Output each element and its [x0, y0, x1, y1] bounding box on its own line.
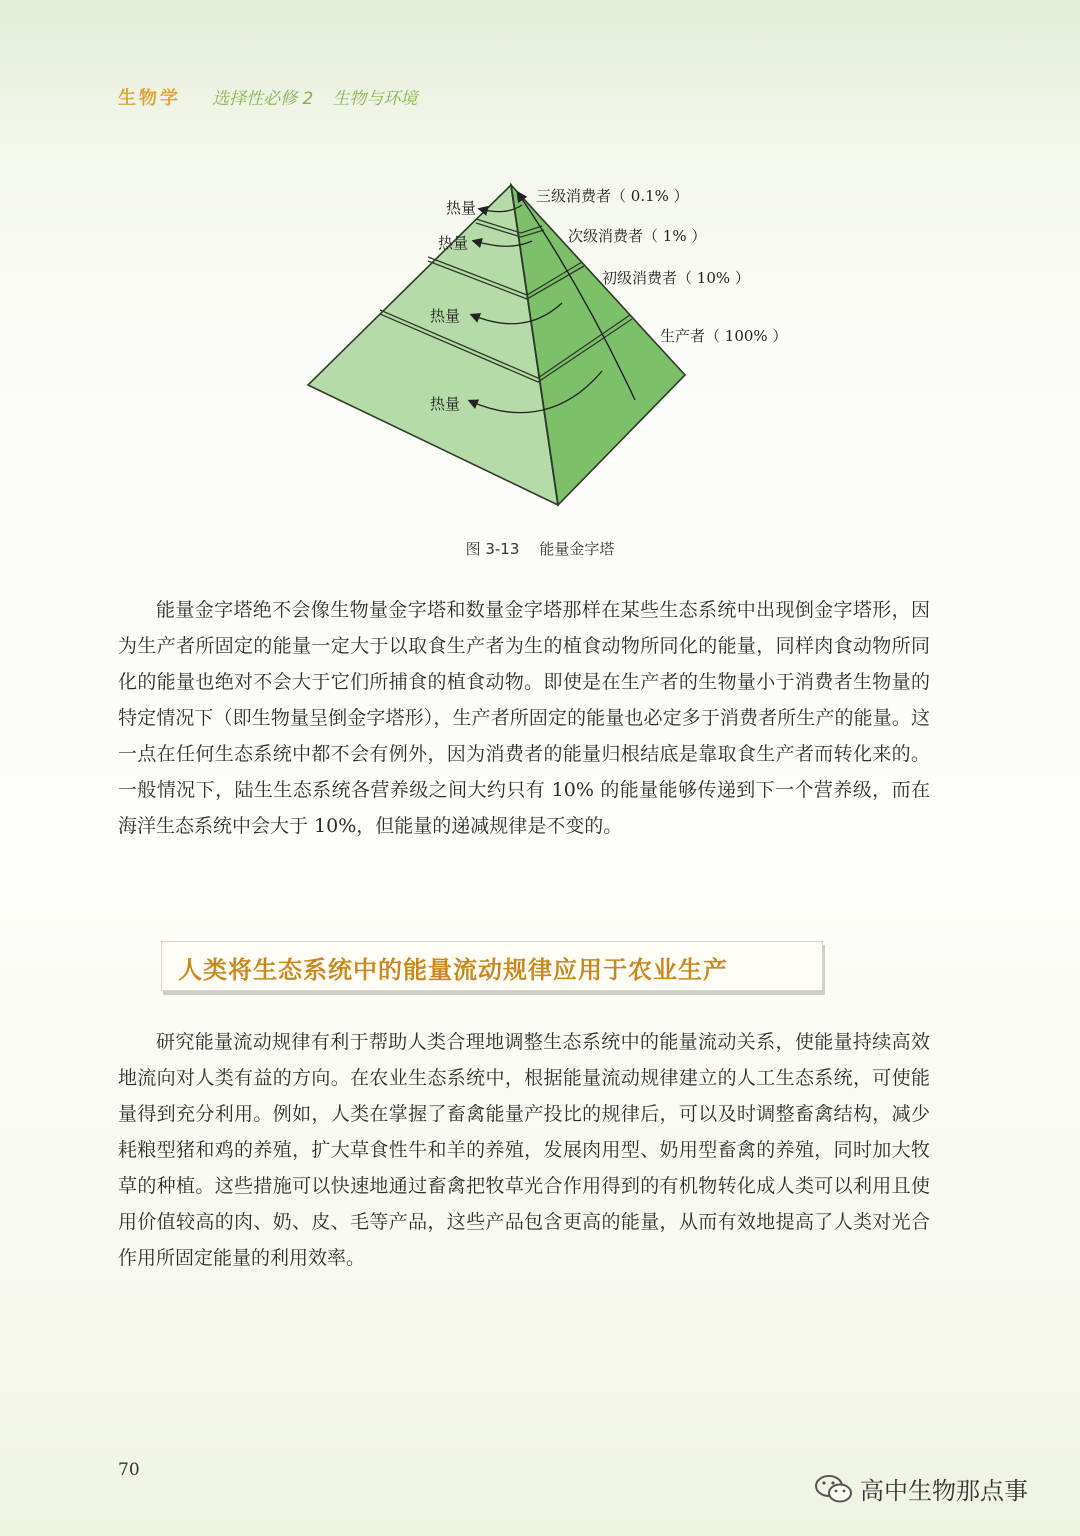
- heat-label-2: 热量: [438, 234, 469, 252]
- level-label-primary: 初级消费者（ 10% ）: [602, 269, 750, 287]
- level-label-secondary: 次级消费者（ 1% ）: [568, 227, 707, 245]
- watermark-text: 高中生物那点事: [860, 1477, 1028, 1505]
- section-heading-box: [161, 941, 823, 991]
- paragraph-energy-pyramid: 能量金字塔绝不会像生物量金字塔和数量金字塔那样在某些生态系统中出现倒金字塔形，因为生产者所固定的能量一定大于以取食生产者为生的植食动物所同化的能量，同样肉食动物所同化的能量也绝对不会大于它们所捕食的植食动物。即使是在生产者的生物量小于消费者生物量的特定情况下（即生物量呈倒金字塔形），生产者所固定的能量也必定多于消费者所生产的能量。这一点在任何生态系统中都不会有例外，因为消费者的能量归根结底是靠取食生产者而转化来的。一般情况下，陆生生态系统各营养级之间大约只有 10% 的能量能够传递到下一个营养级，而在海洋生态系统中会大于 10%，但能量的递减规律是不变的。: [118, 599, 930, 837]
- energy-pyramid-diagram: [300, 175, 800, 515]
- wechat-icon: [814, 1473, 854, 1505]
- page-number: 70: [118, 1460, 140, 1480]
- energy-pyramid-figure: [300, 175, 800, 515]
- header-subject: 生物学: [118, 88, 181, 109]
- heat-label-1: 热量: [446, 199, 477, 217]
- watermark: [814, 1471, 1028, 1506]
- figure-caption: [0, 538, 1080, 559]
- caption-title: 能量金字塔: [539, 540, 615, 558]
- section-title: 人类将生态系统中的能量流动规律应用于农业生产: [178, 956, 728, 984]
- caption-number: 图 3-13: [465, 540, 520, 558]
- level-label-producer: 生产者（ 100% ）: [660, 327, 788, 345]
- level-label-tertiary: 三级消费者（ 0.1% ）: [536, 187, 689, 205]
- heat-label-3: 热量: [430, 307, 461, 325]
- running-head: [118, 84, 417, 110]
- paragraph-agriculture: 研究能量流动规律有利于帮助人类合理地调整生态系统中的能量流动关系，使能量持续高效地流向对人类有益的方向。在农业生态系统中，根据能量流动规律建立的人工生态系统，可使能量得到充分利用。例如，人类在掌握了畜禽能量产投比的规律后，可以及时调整畜禽结构，减少耗粮型猪和鸡的养殖，扩大草食性牛和羊的养殖，发展肉用型、奶用型畜禽的养殖，同时加大牧草的种植。这些措施可以快速地通过畜禽把牧草光合作用得到的有机物转化成人类可以利用且使用价值较高的肉、奶、皮、毛等产品，这些产品包含更高的能量，从而有效地提高了人类对光合作用所固定能量的利用效率。: [118, 1031, 930, 1269]
- header-unit: 生物与环境: [332, 89, 418, 109]
- header-book: 选择性必修 2: [212, 89, 314, 109]
- heat-label-4: 热量: [430, 395, 461, 413]
